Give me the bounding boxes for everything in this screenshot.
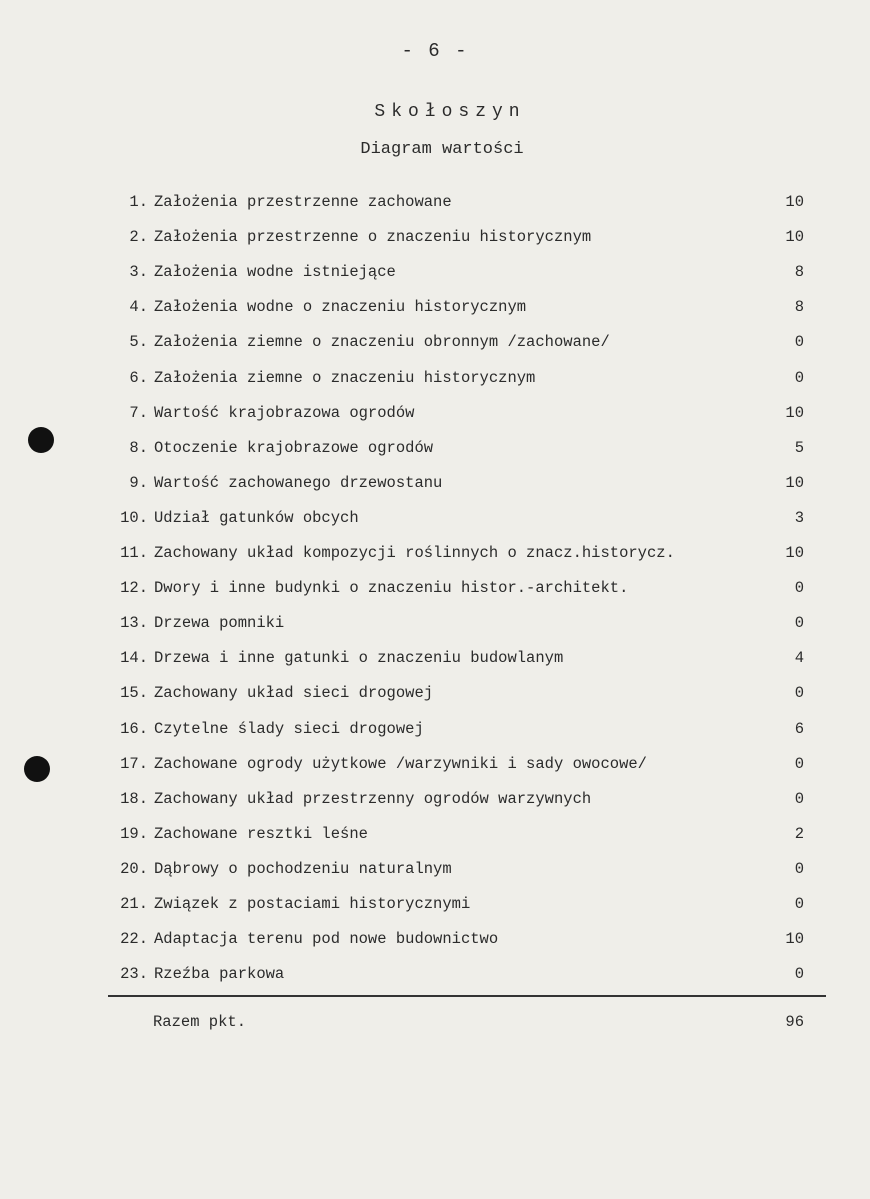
punch-hole-lower (24, 756, 50, 782)
item-number: 9. (129, 473, 148, 492)
item-score: 0 (794, 754, 804, 773)
item-label: Założenia przestrzenne zachowane (154, 193, 452, 211)
item-label: Założenia ziemne o znaczeniu historycznym (154, 368, 536, 387)
list-item (0, 227, 870, 257)
list-item (0, 262, 870, 292)
list-item (0, 613, 870, 643)
list-item (0, 297, 870, 327)
item-score: 0 (794, 859, 804, 878)
item-label: Zachowany układ kompozycji roślinnych o znacz.historycz. (154, 544, 675, 562)
list-item (0, 473, 870, 503)
item-number: 4. (129, 298, 148, 317)
item-number: 14. (120, 649, 148, 668)
item-score: 8 (794, 298, 804, 317)
item-label: Otoczenie krajobrazowe ogrodów (154, 438, 434, 457)
list-item (0, 543, 870, 573)
list-item (0, 754, 870, 784)
list-item (0, 824, 870, 854)
list-item (0, 789, 870, 819)
list-item (0, 964, 870, 994)
list-item (0, 438, 870, 468)
list-item (0, 648, 870, 678)
item-score: 10 (785, 228, 804, 247)
item-label: Drzewa i inne gatunki o znaczeniu budowlanym (154, 649, 564, 668)
item-label: Założenia przestrzenne o znaczeniu historycznym (154, 228, 592, 247)
item-number: 18. (120, 789, 148, 808)
item-score: 3 (794, 508, 804, 527)
item-number: 12. (120, 579, 148, 598)
item-number: 11. (120, 544, 148, 562)
item-label: Związek z postaciami historycznymi (154, 895, 471, 913)
item-number: 20. (120, 859, 148, 878)
page-number: - 6 - (401, 40, 469, 62)
list-item (0, 894, 870, 924)
item-score: 0 (794, 333, 804, 352)
item-number: 19. (120, 824, 148, 843)
item-score: 0 (794, 789, 804, 808)
item-label: Wartość zachowanego drzewostanu (154, 473, 443, 492)
list-item (0, 332, 870, 362)
item-number: 23. (120, 965, 148, 984)
item-score: 6 (794, 719, 804, 738)
item-score: 10 (785, 403, 804, 422)
item-label: Adaptacja terenu pod nowe budownictwo (154, 930, 499, 949)
item-score: 0 (794, 579, 804, 598)
list-item (0, 929, 870, 959)
item-score: 0 (794, 895, 804, 913)
item-score: 5 (794, 438, 804, 457)
item-label: Wartość krajobrazowa ogrodów (154, 403, 415, 422)
list-item (0, 403, 870, 433)
item-score: 0 (794, 614, 804, 633)
total-value: 96 (785, 1013, 804, 1031)
item-number: 7. (129, 403, 148, 422)
item-number: 17. (120, 754, 148, 773)
item-number: 22. (120, 930, 148, 949)
list-item (0, 578, 870, 608)
item-label: Założenia ziemne o znaczeniu obronnym /zachowane/ (154, 333, 610, 352)
item-score: 0 (794, 368, 804, 387)
item-label: Zachowany układ sieci drogowej (154, 684, 434, 703)
item-label: Zachowane ogrody użytkowe /warzywniki i sady owocowe/ (154, 754, 647, 773)
item-number: 8. (129, 438, 148, 457)
item-label: Dąbrowy o pochodzeniu naturalnym (154, 859, 452, 878)
item-score: 10 (785, 544, 804, 562)
item-number: 2. (129, 228, 148, 247)
list-item (0, 368, 870, 398)
item-number: 5. (129, 333, 148, 352)
item-label: Udział gatunków obcych (154, 508, 359, 527)
item-label: Zachowany układ przestrzenny ogrodów warzywnych (154, 789, 592, 808)
item-score: 10 (785, 930, 804, 949)
item-label: Założenia wodne o znaczeniu historycznym (154, 298, 527, 317)
punch-hole-upper (28, 427, 54, 453)
item-number: 21. (120, 895, 148, 913)
item-number: 15. (120, 684, 148, 703)
item-score: 0 (794, 684, 804, 703)
item-score: 10 (785, 473, 804, 492)
item-label: Dwory i inne budynki o znaczeniu histor.-architekt. (154, 579, 629, 598)
item-label: Zachowane resztki leśne (154, 824, 368, 843)
item-score: 8 (794, 263, 804, 282)
list-item (0, 683, 870, 713)
item-number: 1. (129, 193, 148, 211)
item-score: 0 (794, 965, 804, 984)
document-title: Skołoszyn (374, 102, 526, 122)
document-subtitle: Diagram wartości (360, 140, 524, 159)
item-number: 16. (120, 719, 148, 738)
list-item (0, 508, 870, 538)
item-label: Drzewa pomniki (154, 614, 285, 633)
item-label: Czytelne ślady sieci drogowej (154, 719, 424, 738)
total-divider (108, 995, 826, 997)
item-score: 2 (794, 824, 804, 843)
item-number: 13. (120, 614, 148, 633)
item-number: 10. (120, 508, 148, 527)
item-score: 10 (785, 193, 804, 211)
list-item (0, 859, 870, 889)
item-number: 3. (129, 263, 148, 282)
total-label: Razem pkt. (153, 1013, 247, 1031)
item-score: 4 (794, 649, 804, 668)
list-item (0, 192, 870, 222)
item-label: Rzeźba parkowa (154, 965, 285, 984)
item-label: Założenia wodne istniejące (154, 263, 396, 282)
list-item (0, 719, 870, 749)
item-number: 6. (129, 368, 148, 387)
